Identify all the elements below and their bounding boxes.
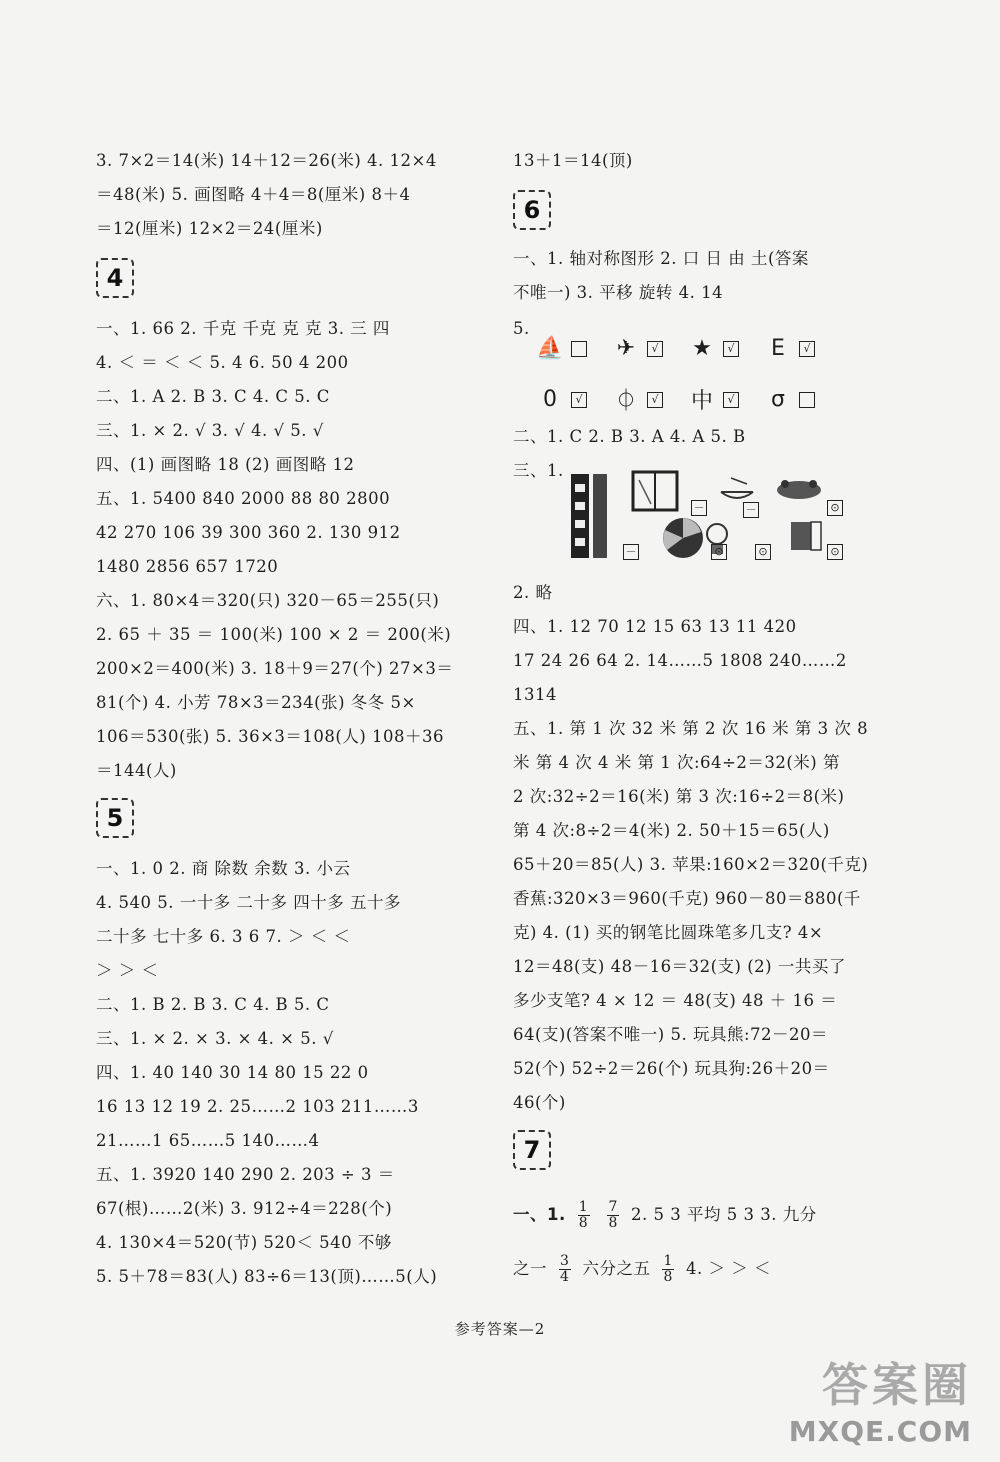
answer-box: √	[799, 341, 815, 357]
fraction: $\frac{1}{8}$	[578, 1199, 589, 1231]
symmetry-item	[685, 384, 739, 415]
text-line: 2 次:32÷2＝16(米) 第 3 次:16÷2＝8(米)	[513, 787, 845, 806]
text-line: 67(根)……2(米) 3. 912÷4＝228(个)	[96, 1199, 393, 1218]
text-line: 3. 7×2＝14(米) 14＋12＝26(米) 4. 12×4	[96, 151, 437, 170]
answer-box	[571, 341, 587, 357]
text-line: 12＝48(支) 48－16＝32(支) (2) 一共买了	[513, 957, 846, 976]
text-line: 不唯一) 3. 平移 旋转 4. 14	[513, 283, 724, 302]
text-line: ＝48(米) 5. 画图略 4＋4＝8(厘米) 8＋4	[96, 185, 411, 204]
answer-box: －	[623, 544, 639, 560]
text-line: 一、1. 0 2. 商 除数 余数 3. 小云	[96, 859, 351, 878]
fraction: $\frac{1}{8}$	[663, 1253, 673, 1285]
text-line: 多少支笔? 4 × 12 ＝ 48(支) 48 ＋ 16 ＝	[513, 991, 838, 1010]
answer-box: √	[647, 341, 663, 357]
text-line: ＝12(厘米) 12×2＝24(厘米)	[96, 219, 323, 238]
shape-icon: ⛵	[536, 336, 564, 361]
answer-box: ⊙	[827, 500, 843, 516]
symmetry-item	[533, 336, 587, 361]
text-line: 一、1. $\frac{1}{8}$ $\frac{7}{8}$ 2. 5 3 平均 5 3 3. 九分	[513, 1199, 817, 1231]
text-line: 1480 2856 657 1720	[96, 557, 279, 576]
answer-box: √	[723, 392, 739, 408]
shape-icon: ✈	[616, 336, 636, 361]
answer-box: －	[743, 502, 759, 518]
watermark-url: MXQE.COM	[788, 1415, 972, 1448]
text-line: 第 4 次:8÷2＝4(米) 2. 50＋15＝65(人)	[513, 821, 830, 840]
text-line: 五、1. 5400 840 2000 88 80 2800	[96, 489, 391, 508]
text-line: 二、1. A 2. B 3. C 4. C 5. C	[96, 387, 330, 406]
text-line: 4. ＜ ＝ ＜ ＜ 5. 4 6. 50 4 200	[96, 353, 349, 372]
text-line: 64(支)(答案不唯一) 5. 玩具熊:72－20＝	[513, 1025, 829, 1044]
shape-icon: σ	[771, 387, 785, 412]
motion-illustrations	[571, 470, 891, 562]
text-line: 四、(1) 画图略 18 (2) 画图略 12	[96, 455, 355, 474]
text-line: 4. 130×4＝520(节) 520＜ 540 不够	[96, 1233, 392, 1252]
symmetry-item	[609, 336, 663, 361]
answer-box: √	[647, 392, 663, 408]
text-line: 二、1. C 2. B 3. A 4. A 5. B	[513, 427, 746, 446]
shape-icon: ⏀	[614, 389, 637, 414]
text-line: 13＋1＝14(顶)	[513, 151, 633, 170]
shape-icon: 中	[690, 389, 713, 414]
text-line: 17 24 26 64 2. 14……5 1808 240……2	[513, 651, 847, 670]
text-line: 一、1. 轴对称图形 2. 口 日 由 土(答案	[513, 249, 809, 268]
symmetry-item	[533, 387, 587, 412]
symmetry-item	[609, 384, 663, 415]
question-label: 三、1.	[513, 461, 564, 480]
answer-box: √	[571, 392, 587, 408]
fraction: $\frac{3}{4}$	[560, 1253, 570, 1285]
text-line: 5. 5＋78＝83(人) 83÷6＝13(顶)……5(人)	[96, 1267, 438, 1286]
section-number-badge: 5	[96, 798, 134, 838]
text-line: 五、1. 第 1 次 32 米 第 2 次 16 米 第 3 次 8	[513, 719, 869, 738]
page-footer: 参考答案—2	[454, 1320, 546, 1338]
text-line: 16 13 12 19 2. 25……2 103 211……3	[96, 1097, 419, 1116]
text-line: 克) 4. (1) 买的钢笔比圆珠笔多几支? 4×	[513, 923, 824, 942]
answer-box: ⊙	[711, 544, 727, 560]
answer-box: ⊙	[755, 544, 771, 560]
text-line: 42 270 106 39 300 360 2. 130 912	[96, 523, 401, 542]
text-line: 三、1. × 2. × 3. × 4. × 5. √	[96, 1029, 334, 1048]
text-line: ＝144(人)	[96, 761, 177, 780]
answer-box: －	[691, 500, 707, 516]
text-line: 46(个)	[513, 1093, 566, 1112]
text-line: 四、1. 12 70 12 15 63 13 11 420	[513, 617, 797, 636]
text-line: 1314	[513, 685, 557, 704]
text-line: 三、1. × 2. √ 3. √ 4. √ 5. √	[96, 421, 324, 440]
text-line: 106＝530(张) 5. 36×3＝108(人) 108＋36	[96, 727, 445, 746]
symmetry-item	[761, 336, 815, 361]
text-line: 2. 65 ＋ 35 ＝ 100(米) 100 × 2 ＝ 200(米)	[96, 625, 452, 644]
answer-box: ⊙	[827, 544, 843, 560]
shape-icon: 0	[543, 387, 557, 412]
text-line: 一、1. 66 2. 千克 千克 克 克 3. 三 四	[96, 319, 390, 338]
text-line: 四、1. 40 140 30 14 80 15 22 0	[96, 1063, 369, 1082]
section-number-badge: 7	[513, 1130, 551, 1170]
question-label: 5.	[513, 319, 530, 338]
symmetry-item	[685, 336, 739, 361]
text-line: 二十多 七十多 6. 3 6 7. ＞ ＜ ＜	[96, 927, 351, 946]
text-line: 2. 略	[513, 583, 553, 602]
text-line: 二、1. B 2. B 3. C 4. B 5. C	[96, 995, 330, 1014]
text-line: 香蕉:320×3＝960(千克) 960－80＝880(千	[513, 889, 861, 908]
section-number-badge: 4	[96, 258, 134, 298]
symmetry-row-1	[533, 336, 837, 361]
symmetry-item	[761, 387, 815, 412]
text-line: 21……1 65……5 140……4	[96, 1131, 320, 1150]
site-watermark	[789, 1349, 972, 1448]
answer-box	[799, 392, 815, 408]
text-line: 65＋20＝85(人) 3. 苹果:160×2＝320(千克)	[513, 855, 869, 874]
section-number-badge: 6	[513, 190, 551, 230]
shape-icon: ★	[692, 336, 712, 361]
text-line: 之一 $\frac{3}{4}$ 六分之五 $\frac{1}{8}$ 4. ＞ ＞ ＜	[513, 1253, 771, 1285]
text-line: 米 第 4 次 4 米 第 1 次:64÷2＝32(米) 第	[513, 753, 840, 772]
text-line: 52(个) 52÷2＝26(个) 玩具狗:26＋20＝	[513, 1059, 830, 1078]
answer-box: √	[723, 341, 739, 357]
text-line: ＞ ＞ ＜	[96, 961, 159, 980]
text-line: 81(个) 4. 小芳 78×3＝234(张) 冬冬 5×	[96, 693, 416, 712]
text-line: 六、1. 80×4＝320(只) 320－65＝255(只)	[96, 591, 440, 610]
fraction: $\frac{7}{8}$	[608, 1199, 618, 1231]
symmetry-row-2	[533, 384, 837, 415]
text-line: 200×2＝400(米) 3. 18＋9＝27(个) 27×3＝	[96, 659, 454, 678]
shape-icon: E	[771, 336, 785, 361]
text-line: 4. 540 5. 一十多 二十多 四十多 五十多	[96, 893, 401, 912]
watermark-logo: 答案圈	[822, 1358, 972, 1412]
text-line: 五、1. 3920 140 290 2. 203 ÷ 3 ＝	[96, 1165, 395, 1184]
